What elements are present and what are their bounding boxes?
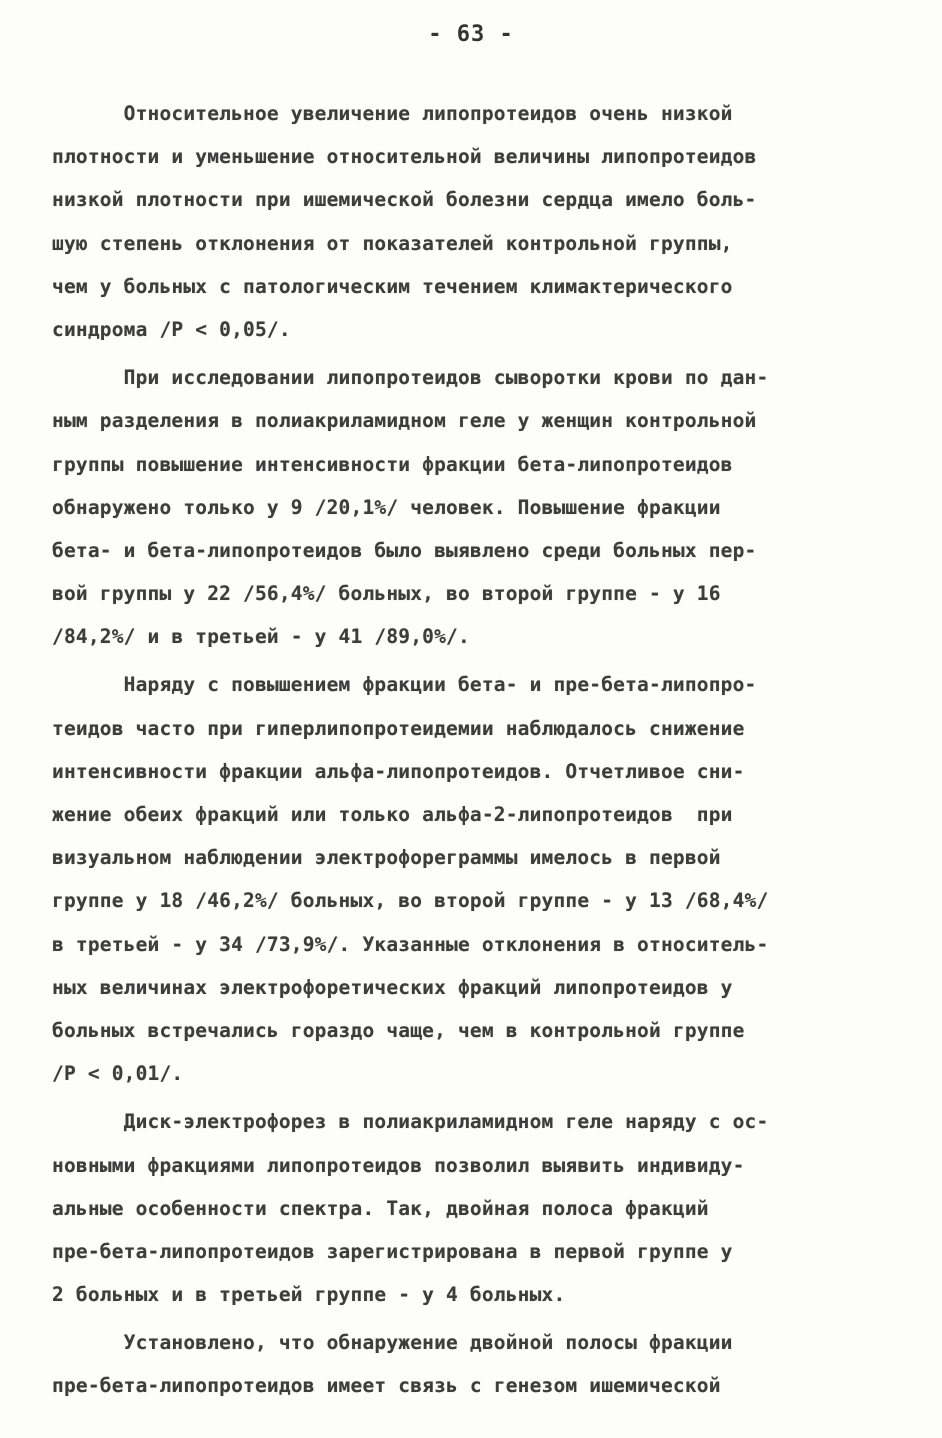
page-number: - 63 - [428, 22, 514, 47]
text-line: вой группы у 22 /56,4%/ больных, во второй группе - у 16 [52, 582, 721, 606]
text-line: ных величинах электрофоретических фракций липопротеидов у [52, 975, 733, 999]
text-line: ным разделения в полиакриламидном геле у женщин контрольной [52, 409, 757, 433]
text-line: плотности и уменьшение относительной величины липопротеидов [52, 145, 757, 169]
text-line: При исследовании липопротеидов сыворотки крови по дан- [52, 366, 769, 390]
text-line: обнаружено только у 9 /20,1%/ человек. Повышение фракции [52, 495, 721, 519]
text-line: чем у больных с патологическим течением климактерического [52, 274, 733, 298]
text-line: теидов часто при гиперлипопротеидемии наблюдалось снижение [52, 716, 745, 740]
text-line: жение обеих фракций или только альфа-2-липопротеидов при [52, 803, 733, 826]
text-line: пре-бета-липопротеидов зарегистрирована в первой группе у [52, 1239, 733, 1263]
text-line: низкой плотности при ишемической болезни сердца имело боль- [52, 188, 757, 212]
text-line: новными фракциями липопротеидов позволил выявить индивиду- [52, 1153, 745, 1177]
text-line: /Р < 0,01/. [52, 1062, 184, 1086]
text-line: Диск-электрофорез в полиакриламидном геле наряду с ос- [52, 1110, 769, 1134]
text-line: Относительное увеличение липопротеидов очень низкой [52, 102, 733, 125]
text-line: Установлено, что обнаружение двойной полосы фракции [52, 1331, 733, 1355]
body-text [52, 92, 892, 1408]
text-line: визуальном наблюдении электрофореграммы имелось в первой [52, 846, 721, 870]
text-line: пре-бета-липопротеидов имеет связь с генезом ишемической [52, 1374, 721, 1398]
text-line: /84,2%/ и в третьей - у 41 /89,0%/. [52, 625, 470, 649]
text-line: в третьей - у 34 /73,9%/. Указанные отклонения в относитель- [52, 932, 769, 956]
text-line: Наряду с повышением фракции бета- и пре-бета-липопро- [52, 673, 757, 697]
text-line: группы повышение интенсивности фракции бета-липопротеидов [52, 452, 733, 476]
text-line: больных встречались гораздо чаще, чем в контрольной группе [52, 1018, 745, 1042]
text-line: 2 больных и в третьей группе - у 4 больных. [52, 1283, 566, 1307]
text-line: синдрома /Р < 0,05/. [52, 317, 291, 341]
text-line: интенсивности фракции альфа-липопротеидов. Отчетливое сни- [52, 759, 745, 783]
text-line: группе у 18 /46,2%/ больных, во второй группе - у 13 /68,4%/ [52, 889, 769, 913]
text-line: бета- и бета-липопротеидов было выявлено среди больных пер- [52, 538, 757, 562]
text-line: альные особенности спектра. Так, двойная полоса фракций [52, 1196, 709, 1220]
text-line: шую степень отклонения от показателей контрольной группы, [52, 231, 733, 255]
